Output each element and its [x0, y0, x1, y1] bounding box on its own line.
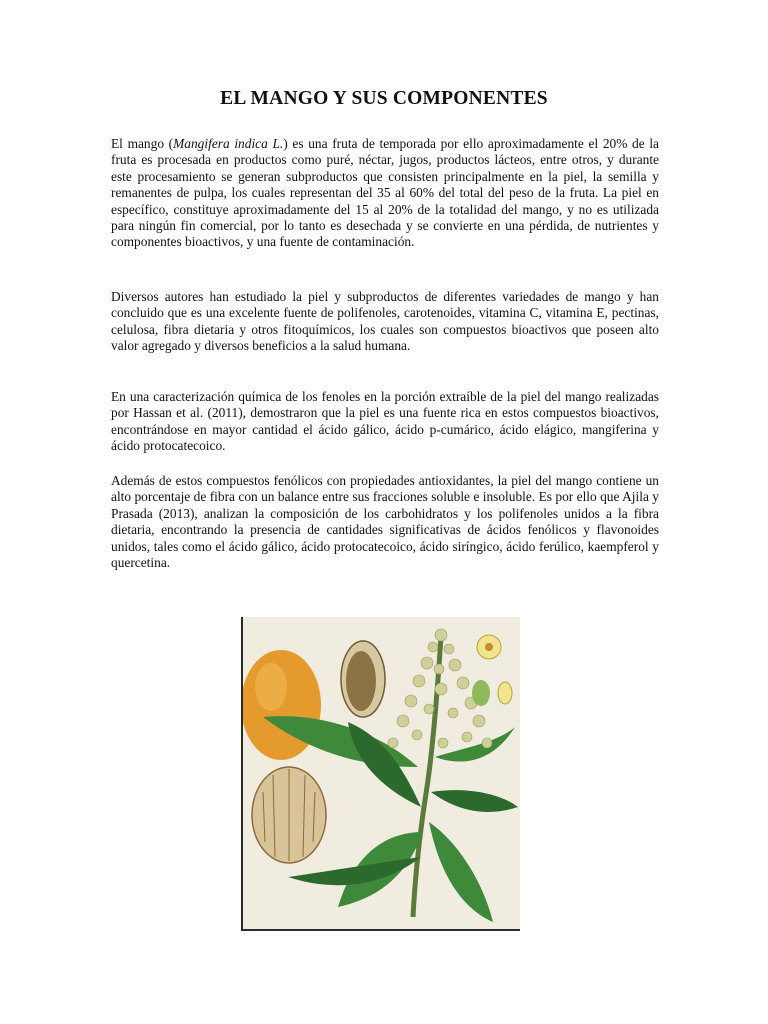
paragraph-1-rest: ) es una fruta de temporada por ello aproximadamente el 20% de la fruta es procesada en productos como puré, néctar, jugos, productos lácteos, entre otros, y durante este procesamiento se generan subproductos que consisten principalmente en la piel, la semilla y remanentes de pulpa, los cuales representan del 35 al 60% del total del peso de la fruta. La piel en específico, constituye aproximadamente del 15 al 20% de la totalidad del mango, y no es utilizada para ningún fin comercial, por lo tanto es desechada y se convierte en una pérdida, de nutrientes y componentes bioactivos, y una fuente de contaminación.	[111, 136, 660, 250]
paragraph-3-text: En una caracterización química de los fenoles en la porción extraíble de la piel del mango realizadas por Hassan et al. (2011), demostraron que la piel es una fuente rica en estos compuestos bioactivos, encontrándose en mayor cantidad el ácido gálico, ácido p-cumárico, ácido elágico, mangiferina y ácido protocatecoico.	[111, 389, 659, 454]
scientific-name: Mangifera indica L.	[173, 136, 284, 151]
seed-section-inner	[346, 651, 376, 711]
paragraph-3	[111, 389, 659, 455]
page-title: EL MANGO Y SUS COMPONENTES	[220, 88, 548, 109]
illustration-svg	[243, 617, 520, 929]
mango-fruit-highlight	[255, 663, 287, 711]
paragraph-1-start: El mango (	[111, 136, 174, 151]
paragraph-2	[111, 289, 659, 355]
paragraph-4-text: Además de estos compuestos fenólicos con propiedades antioxidantes, la piel del mango contiene un alto porcentaje de fibra con un balance entre sus fracciones soluble e insoluble. Es por ello que Ajila y Prasada (2013), analizan la composición de los carbohidratos y los polifenoles unidos a la fibra dietaria, encontrando la presencia de cantidades significativas de ácidos fenólicos y flavonoides unidos, tales como el ácido gálico, ácido protocatecoico, ácido siríngico, ácido ferúlico, kaempferol y quercetina.	[111, 473, 659, 571]
paragraph-2-text: Diversos autores han estudiado la piel y subproductos de diferentes variedades de mango y han concluido que es una excelente fuente de polifenoles, carotenoides, vitamina C, vitamina E, pectinas, celulosa, fibra dietaria y otros fitoquímicos, los cuales son compuestos bioactivos que poseen alto valor agregado y diversos beneficios a la salud humana.	[111, 289, 659, 354]
paragraph-1	[111, 136, 659, 251]
mango-botanical-illustration	[241, 617, 520, 931]
paragraph-4	[111, 473, 659, 571]
